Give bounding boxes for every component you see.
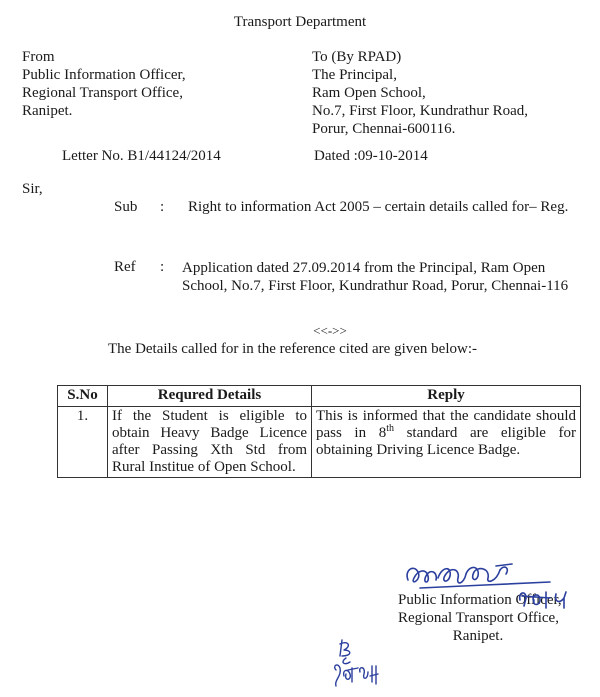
letter-number: Letter No. B1/44124/2014 bbox=[62, 148, 221, 164]
details-intro: The Details called for in the reference cited are given below:- bbox=[108, 341, 477, 357]
reference-label: Ref bbox=[114, 259, 136, 275]
reply-text-post: standard are eligible for obtaining Driving Licence Badge. bbox=[316, 425, 576, 458]
from-line: Ranipet. bbox=[22, 103, 73, 119]
cell-details: If the Student is eligible to obtain Heavy Badge Licence after Passing Xth Std from Rural Institue of Open School. bbox=[108, 407, 312, 478]
table-header-row bbox=[58, 386, 581, 407]
department-title: Transport Department bbox=[233, 14, 367, 30]
to-block bbox=[312, 48, 528, 138]
reply-text-pre: This is informed that the candidate should pass in 8 bbox=[316, 408, 576, 441]
from-block bbox=[22, 48, 186, 120]
subject-colon: : bbox=[160, 199, 165, 215]
reference-line: School, No.7, First Floor, Kundrathur Road, Porur, Chennai-116 bbox=[182, 278, 569, 294]
signatory-line: Ranipet. bbox=[452, 628, 504, 644]
to-line: No.7, First Floor, Kundrathur Road, bbox=[312, 103, 529, 119]
reply-superscript: th bbox=[386, 423, 394, 434]
handwritten-signature bbox=[400, 558, 590, 618]
header-details: Requred Details bbox=[108, 386, 312, 407]
signatory-line: Public Information Officer, bbox=[398, 592, 562, 608]
subject-label: Sub bbox=[114, 199, 138, 215]
reference-text bbox=[182, 259, 568, 295]
from-line: Public Information Officer, bbox=[22, 67, 186, 83]
header-reply: Reply bbox=[312, 386, 581, 407]
signatory-line: Regional Transport Office, bbox=[398, 610, 559, 626]
to-line: The Principal, bbox=[312, 67, 397, 83]
header-sno: S.No bbox=[58, 386, 108, 407]
separator: <<->> bbox=[313, 323, 347, 338]
table-row bbox=[58, 407, 581, 478]
handwritten-initials bbox=[330, 636, 390, 694]
subject-text: Right to information Act 2005 – certain details called for– Reg. bbox=[188, 199, 569, 215]
reference-colon: : bbox=[160, 259, 165, 275]
salutation: Sir, bbox=[22, 181, 43, 197]
details-table bbox=[57, 385, 581, 478]
cell-reply bbox=[312, 407, 581, 478]
reference-line: Application dated 27.09.2014 from the Principal, Ram Open bbox=[182, 260, 546, 276]
to-line: Porur, Chennai-600116. bbox=[312, 121, 456, 137]
to-line: Ram Open School, bbox=[312, 85, 426, 101]
to-label: To (By RPAD) bbox=[312, 49, 402, 65]
letter-date: Dated :09-10-2014 bbox=[314, 148, 428, 164]
from-line: Regional Transport Office, bbox=[22, 85, 183, 101]
from-label: From bbox=[22, 49, 55, 65]
cell-sno: 1. bbox=[58, 407, 108, 478]
